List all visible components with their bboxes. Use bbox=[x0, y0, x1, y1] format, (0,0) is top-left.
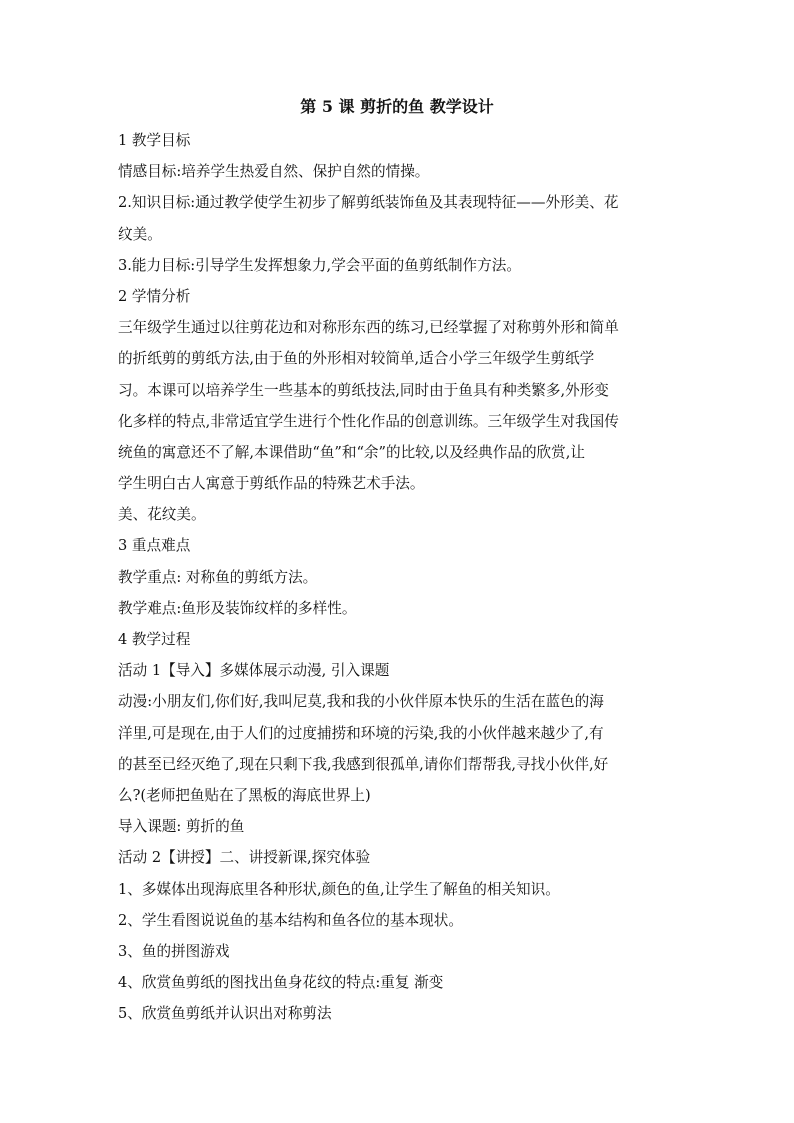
paragraph-line: 么?(老师把鱼贴在了黑板的海底世界上) bbox=[118, 786, 371, 804]
paragraph-line: 导入课题: 剪折的鱼 bbox=[118, 818, 245, 836]
paragraph-line: 情感目标:培养学生热爱自然、保护自然的情操。 bbox=[118, 163, 430, 181]
list-item: 2、学生看图说说鱼的基本结构和鱼各位的基本现状。 bbox=[118, 911, 463, 929]
list-item: 4、欣赏鱼剪纸的图找出鱼身花纹的特点:重复 渐变 bbox=[118, 974, 444, 992]
paragraph-line: 3.能力目标:引导学生发挥想象力,学会平面的鱼剪纸制作方法。 bbox=[118, 256, 521, 274]
heading-teaching-process: 4 教学过程 bbox=[118, 631, 191, 648]
paragraph-line: 的折纸剪的剪纸方法,由于鱼的外形相对较简单,适合小学三年级学生剪纸学 bbox=[118, 350, 595, 368]
paragraph-line: 的甚至已经灭绝了,现在只剩下我,我感到很孤单,请你们帮帮我,寻找小伙伴,好 bbox=[118, 755, 609, 773]
paragraph-line: 习。本课可以培养学生一些基本的剪纸技法,同时由于鱼具有种类繁多,外形变 bbox=[118, 381, 609, 399]
paragraph-line: 统鱼的寓意还不了解,本课借助“鱼”和“余”的比较,以及经典作品的欣赏,让 bbox=[118, 443, 585, 461]
paragraph-line: 纹美。 bbox=[118, 225, 162, 243]
document-body bbox=[118, 125, 678, 1029]
paragraph-line: 教学难点:鱼形及装饰纹样的多样性。 bbox=[118, 599, 357, 617]
paragraph-line: 学生明白古人寓意于剪纸作品的特殊艺术手法。 bbox=[118, 475, 425, 493]
list-item: 3、鱼的拼图游戏 bbox=[118, 942, 230, 960]
list-item: 5、欣赏鱼剪纸并认识出对称剪法 bbox=[118, 1005, 332, 1023]
list-item: 1、多媒体出现海底里各种形状,颜色的鱼,让学生了解鱼的相关知识。 bbox=[118, 880, 560, 898]
paragraph-line: 三年级学生通过以往剪花边和对称形东西的练习,已经掌握了对称剪外形和简单 bbox=[118, 319, 619, 337]
heading-key-difficulties: 3 重点难点 bbox=[118, 537, 191, 555]
heading-teaching-goals: 1 教学目标 bbox=[118, 132, 191, 149]
activity-heading: 活动 2【讲授】二、讲授新课,探究体验 bbox=[118, 849, 371, 867]
activity-heading: 活动 1【导入】多媒体展示动漫, 引入课题 bbox=[118, 662, 390, 680]
heading-student-analysis: 2 学情分析 bbox=[118, 287, 191, 305]
paragraph-line: 化多样的特点,非常适宜学生进行个性化作品的创意训练。三年级学生对我国传 bbox=[118, 412, 619, 430]
paragraph-line: 美、花纹美。 bbox=[118, 506, 206, 524]
paragraph-line: 2.知识目标:通过教学使学生初步了解剪纸装饰鱼及其表现特征——外形美、花 bbox=[118, 194, 619, 212]
paragraph-line: 动漫:小朋友们,你们好,我叫尼莫,我和我的小伙伴原本快乐的生活在蓝色的海 bbox=[118, 693, 604, 711]
paragraph-line: 教学重点: 对称鱼的剪纸方法。 bbox=[118, 568, 318, 586]
paragraph-line: 洋里,可是现在,由于人们的过度捕捞和环境的污染,我的小伙伴越来越少了,有 bbox=[118, 724, 604, 742]
document-title: 第 5 课 剪折的鱼 教学设计 bbox=[300, 97, 494, 116]
